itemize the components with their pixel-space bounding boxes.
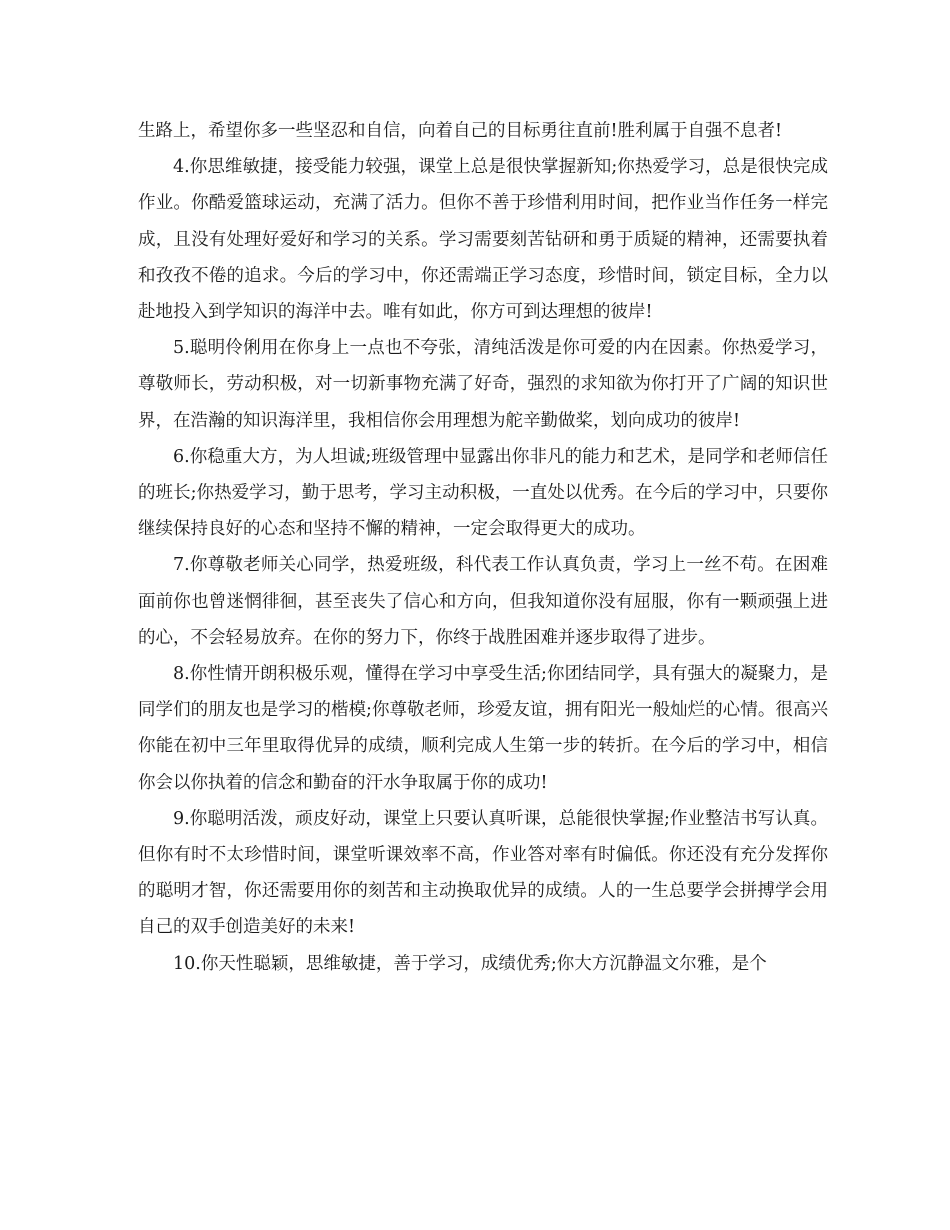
paragraph-item-9: 9.你聪明活泼，顽皮好动，课堂上只要认真听课，总能很快掌握;作业整洁书写认真。但你有时不太珍惜时间，课堂听课效率不高，作业答对率有时偏低。你还没有充分发挥你的聪明才智，你还需要用你的刻苦和主动换取优异的成绩。人的一生总要学会拼搏学会用自己的双手创造美好的未来!	[138, 808, 828, 938]
paragraph-item-7: 7.你尊敬老师关心同学，热爱班级，科代表工作认真负责，学习上一丝不苟。在困难面前你也曾迷惘徘徊，甚至丧失了信心和方向，但我知道你没有屈服，你有一颗顽强上进的心，不会轻易放弃。在你的努力下，你终于战胜困难并逐步取得了进步。	[138, 555, 828, 648]
document-body	[138, 113, 828, 982]
paragraph-item-6: 6.你稳重大方，为人坦诚;班级管理中显露出你非凡的能力和艺术，是同学和老师信任的班长;你热爱学习，勤于思考，学习主动积极，一直处以优秀。在今后的学习中，只要你继续保持良好的心态和坚持不懈的精神，一定会取得更大的成功。	[138, 446, 828, 540]
paragraph-item-4: 4.你思维敏捷，接受能力较强，课堂上总是很快掌握新知;你热爱学习，总是很快完成作业。你酷爱篮球运动，充满了活力。但你不善于珍惜利用时间，把作业当作任务一样完成，且没有处理好爱好和学习的关系。学习需要刻苦钻研和勇于质疑的精神，还需要执着和孜孜不倦的追求。今后的学习中，你还需端正学习态度，珍惜时间，锁定目标，全力以赴地投入到学知识的海洋中去。唯有如此，你方可到达理想的彼岸!	[138, 157, 828, 323]
paragraph-item-8: 8.你性情开朗积极乐观，懂得在学习中享受生活;你团结同学，具有强大的凝聚力，是同学们的朋友也是学习的楷模;你尊敬老师，珍爱友谊，拥有阳光一般灿烂的心情。很高兴你能在初中三年里取得优异的成绩，顺利完成人生第一步的转折。在今后的学习中，相信你会以你执着的信念和勤奋的汗水争取属于你的成功!	[138, 664, 828, 793]
paragraph-continuation: 生路上，希望你多一些坚忍和自信，向着自己的目标勇往直前!胜利属于自强不息者!	[138, 121, 783, 141]
paragraph-item-10: 10.你天性聪颖，思维敏捷，善于学习，成绩优秀;你大方沉静温文尔雅，是个	[173, 953, 767, 974]
paragraph-item-5: 5.聪明伶俐用在你身上一点也不夸张，清纯活泼是你可爱的内在因素。你热爱学习，尊敬师长，劳动积极，对一切新事物充满了好奇，强烈的求知欲为你打开了广阔的知识世界，在浩瀚的知识海洋里，我相信你会用理想为舵辛勤做桨，划向成功的彼岸!	[138, 338, 828, 431]
